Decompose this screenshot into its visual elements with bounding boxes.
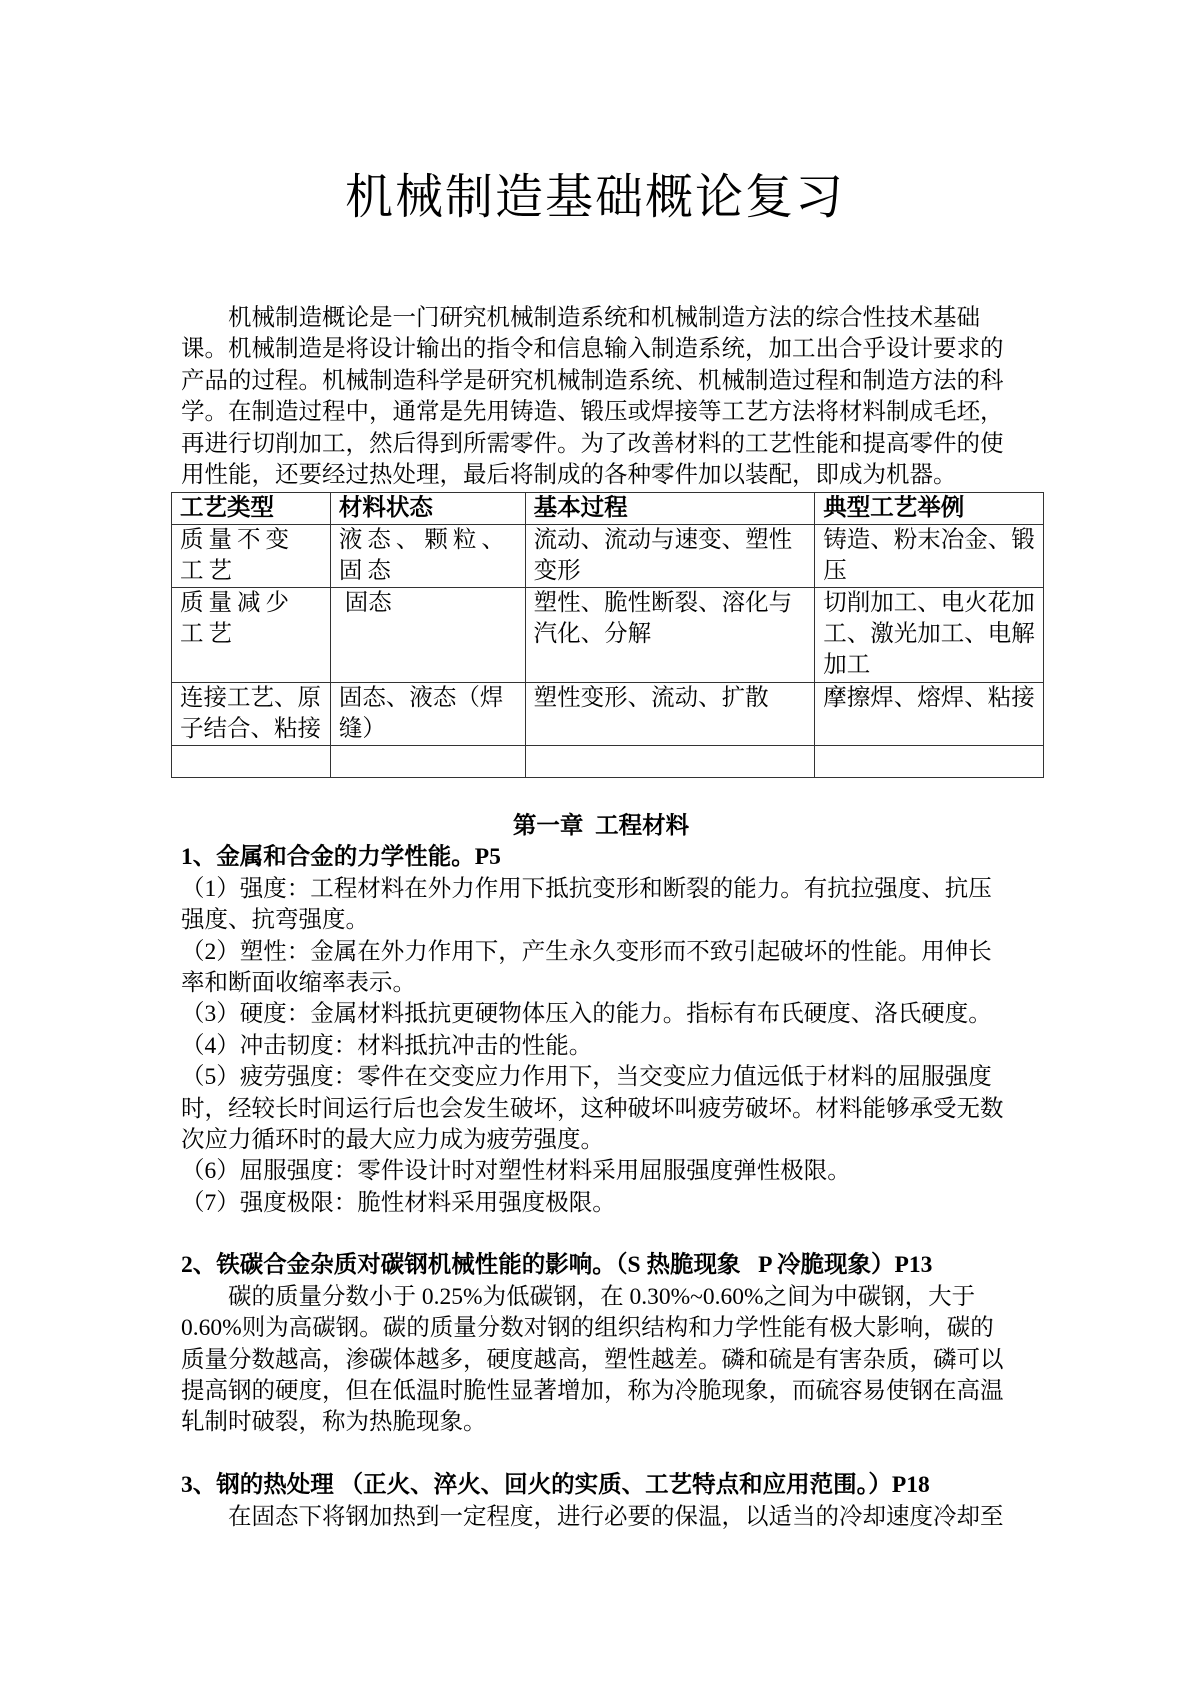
table-row xyxy=(172,683,1044,746)
text-line: 再进行切削加工，然后得到所需零件。为了改善材料的工艺性能和提高零件的使 xyxy=(181,430,1004,457)
header-cell: 材料状态 xyxy=(330,493,525,525)
table-cell: 塑性、脆性断裂、溶化与汽化、分解 xyxy=(525,588,815,683)
chapter-heading: 第一章 工程材料 xyxy=(512,813,690,839)
section-heading: 1、金属和合金的力学性能。P5 xyxy=(181,844,501,871)
table-cell: 塑性变形、流动、扩散 xyxy=(525,683,815,746)
table-cell: 铸造、粉末冶金、锻压 xyxy=(815,525,1044,588)
text-line: （7）强度极限：脆性材料采用强度极限。 xyxy=(181,1189,616,1216)
text-line: 次应力循环时的最大应力成为疲劳强度。 xyxy=(181,1126,604,1153)
process-table xyxy=(171,492,1044,778)
text-line: 0.60%则为高碳钢。碳的质量分数对钢的组织结构和力学性能有极大影响，碳的 xyxy=(181,1315,994,1342)
text-line: （3）硬度：金属材料抵抗更硬物体压入的能力。指标有布氏硬度、洛氏硬度。 xyxy=(181,1001,992,1028)
section-heading: 2、铁碳合金杂质对碳钢机械性能的影响。（S 热脆现象 P 冷脆现象）P13 xyxy=(181,1252,933,1279)
table-row xyxy=(172,525,1044,588)
header-cell: 基本过程 xyxy=(525,493,815,525)
text-line: 质量分数越高，渗碳体越多，硬度越高，塑性越差。磷和硫是有害杂质，磷可以 xyxy=(181,1346,1004,1373)
table-cell: 固态、液态（焊缝） xyxy=(330,683,525,746)
table-cell xyxy=(330,746,525,778)
table-row-empty xyxy=(172,746,1044,778)
text-line: （1）强度：工程材料在外力作用下抵抗变形和断裂的能力。有抗拉强度、抗压 xyxy=(181,875,992,902)
text-line: （5）疲劳强度：零件在交变应力作用下，当交变应力值远低于材料的屈服强度 xyxy=(181,1064,992,1091)
text-line: 率和断面收缩率表示。 xyxy=(181,969,416,996)
header-cell: 典型工艺举例 xyxy=(815,493,1044,525)
text-line: （2）塑性：金属在外力作用下，产生永久变形而不致引起破坏的性能。用伸长 xyxy=(181,938,992,965)
text-line: 课。机械制造是将设计输出的指令和信息输入制造系统，加工出合乎设计要求的 xyxy=(181,336,1004,363)
text-line: （4）冲击韧度：材料抵抗冲击的性能。 xyxy=(181,1032,593,1059)
text-line: 提高钢的硬度，但在低温时脆性显著增加，称为冷脆现象，而硫容易使钢在高温 xyxy=(181,1378,1004,1405)
table-cell: 质量减少工艺 xyxy=(172,588,331,683)
page-title: 机械制造基础概论复习 xyxy=(344,171,845,224)
table-cell: 固态 xyxy=(330,588,525,683)
text-line: 用性能，还要经过热处理，最后将制成的各种零件加以装配，即成为机器。 xyxy=(181,461,957,488)
table-cell: 连接工艺、原子结合、粘接 xyxy=(172,683,331,746)
section-heading: 3、钢的热处理 （正火、淬火、回火的实质、工艺特点和应用范围。）P18 xyxy=(181,1472,930,1499)
table-cell xyxy=(815,746,1044,778)
table-cell: 液态、颗粒、固态 xyxy=(330,525,525,588)
text-line: 学。在制造过程中，通常是先用铸造、锻压或焊接等工艺方法将材料制成毛坯， xyxy=(181,399,1004,426)
text-line: 产品的过程。机械制造科学是研究机械制造系统、机械制造过程和制造方法的科 xyxy=(181,367,1004,394)
text-line: 在固态下将钢加热到一定程度，进行必要的保温，以适当的冷却速度冷却至 xyxy=(228,1503,1004,1530)
text-line: 轧制时破裂，称为热脆现象。 xyxy=(181,1409,487,1436)
text-line: 强度、抗弯强度。 xyxy=(181,907,369,934)
text-line: （6）屈服强度：零件设计时对塑性材料采用屈服强度弹性极限。 xyxy=(181,1158,851,1185)
table-header-row xyxy=(172,493,1044,525)
text-line: 机械制造概论是一门研究机械制造系统和机械制造方法的综合性技术基础 xyxy=(228,305,980,331)
text-line: 碳的质量分数小于 0.25%为低碳钢，在 0.30%~0.60%之间为中碳钢，大于 xyxy=(228,1283,976,1310)
table-cell xyxy=(172,746,331,778)
table-cell: 质量不变工艺 xyxy=(172,525,331,588)
table-cell: 摩擦焊、熔焊、粘接 xyxy=(815,683,1044,746)
intro-paragraph xyxy=(181,303,1021,491)
table-cell xyxy=(525,746,815,778)
table-cell: 切削加工、电火花加工、激光加工、电解加工 xyxy=(815,588,1044,683)
table-row xyxy=(172,588,1044,683)
text-line: 时，经较长时间运行后也会发生破坏，这种破坏叫疲劳破坏。材料能够承受无数 xyxy=(181,1095,1004,1122)
header-cell: 工艺类型 xyxy=(172,493,331,525)
chapter-1 xyxy=(181,811,1021,1533)
table-cell: 流动、流动与速变、塑性变形 xyxy=(525,525,815,588)
